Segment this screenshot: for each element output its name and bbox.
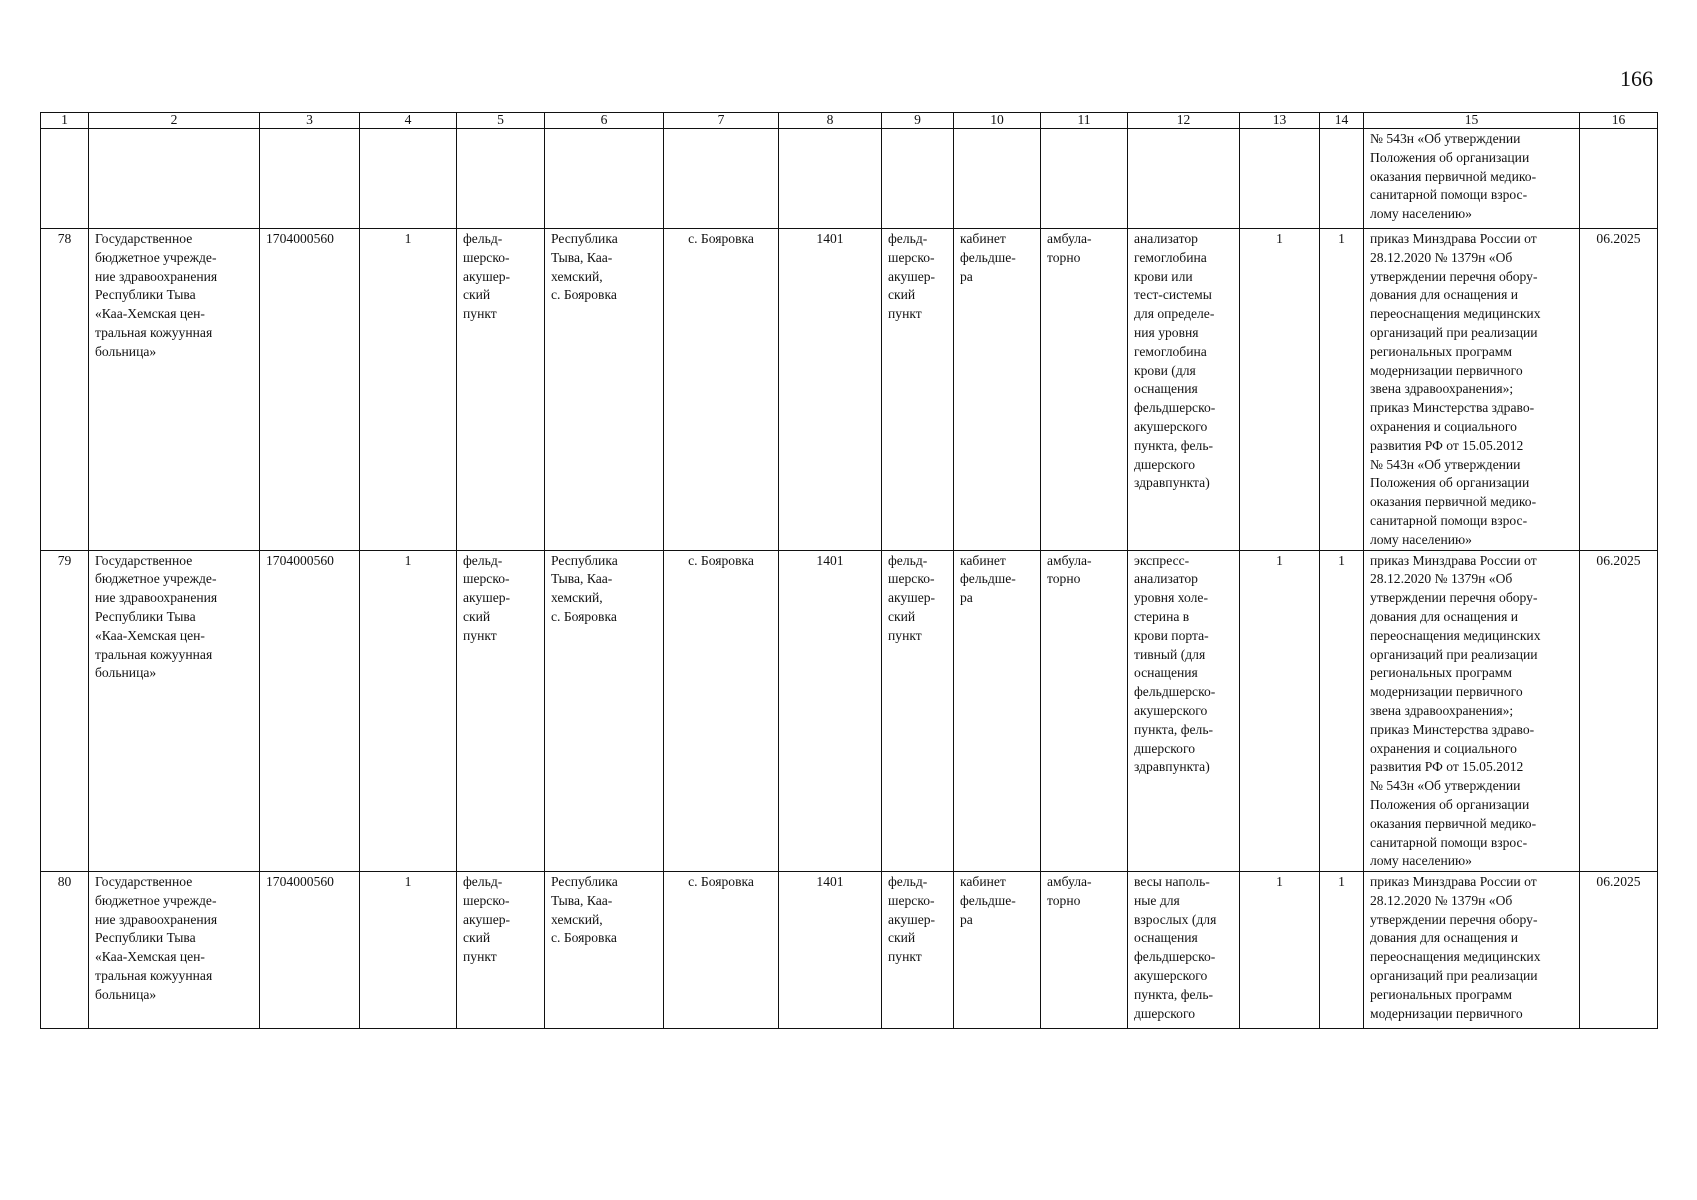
facility-type: фельд- шерско- акушер- ский пункт (457, 872, 545, 1029)
table-row (41, 229, 1658, 551)
facility-address: Республика Тыва, Каа- хемский, с. Бояровка (545, 229, 664, 551)
cell-col4: 1 (360, 872, 457, 1029)
cell-col14: 1 (1320, 229, 1364, 551)
organization-name: Государственное бюджетное учрежде- ние здравоохранения Республики Тыва «Каа-Хемская цен- тральная кожуунная больница» (89, 872, 260, 1029)
cell-col13: 1 (1240, 550, 1320, 872)
legal-basis-continued: № 543н «Об утверждении Положения об организации оказания первичной медико- санитарной помощи взрос- лому населению» (1364, 129, 1580, 229)
row-number: 78 (41, 229, 89, 551)
facility-type: фельд- шерско- акушер- ский пункт (457, 229, 545, 551)
column-number: 9 (882, 113, 954, 129)
equipment-register-table (40, 112, 1658, 1029)
facility-address: Республика Тыва, Каа- хемский, с. Бояровка (545, 550, 664, 872)
cell-empty (260, 129, 360, 229)
column-number-row (41, 113, 1658, 129)
column-number: 8 (779, 113, 882, 129)
cell-col8: 1401 (779, 872, 882, 1029)
column-number: 12 (1128, 113, 1240, 129)
cell-empty (1320, 129, 1364, 229)
column-number: 6 (545, 113, 664, 129)
date: 06.2025 (1580, 872, 1658, 1029)
legal-basis: приказ Минздрава России от 28.12.2020 № 1379н «Об утверждении перечня обору- дования для оснащения и переоснащения медицинских организаций при реализации региональных программ модернизации первичного звена здравоохранения»; приказ Минстерства здраво- охранения и социального развития РФ от 15.05.2012 № 543н «Об утверждении Положения об организации оказания первичной медико- санитарной помощи взрос- лому населению» (1364, 229, 1580, 551)
cell-empty (664, 129, 779, 229)
cell-col14: 1 (1320, 550, 1364, 872)
organization-code: 1704000560 (260, 229, 360, 551)
column-number: 14 (1320, 113, 1364, 129)
column-number: 4 (360, 113, 457, 129)
cell-col13: 1 (1240, 229, 1320, 551)
care-mode: амбула- торно (1041, 872, 1128, 1029)
row-number: 80 (41, 872, 89, 1029)
facility-address: Республика Тыва, Каа- хемский, с. Бояровка (545, 872, 664, 1029)
column-number: 3 (260, 113, 360, 129)
cell-empty (41, 129, 89, 229)
organization-name: Государственное бюджетное учрежде- ние здравоохранения Республики Тыва «Каа-Хемская цен- тральная кожуунная больница» (89, 550, 260, 872)
room: кабинет фельдше- ра (954, 229, 1041, 551)
cell-empty (1580, 129, 1658, 229)
equipment-name: анализатор гемоглобина крови или тест-системы для определе- ния уровня гемоглобина крови (для оснащения фельдшерско- акушерского пункта, фель- дшерского здравпункта) (1128, 229, 1240, 551)
organization-code: 1704000560 (260, 872, 360, 1029)
equipment-name: экспресс- анализатор уровня холе- стерина в крови порта- тивный (для оснащения фельдшерско- акушерского пункта, фель- дшерского здравпункта) (1128, 550, 1240, 872)
care-mode: амбула- торно (1041, 550, 1128, 872)
column-number: 13 (1240, 113, 1320, 129)
unit-type: фельд- шерско- акушер- ский пункт (882, 550, 954, 872)
cell-empty (1041, 129, 1128, 229)
column-number: 2 (89, 113, 260, 129)
continuation-row (41, 129, 1658, 229)
date: 06.2025 (1580, 550, 1658, 872)
table-row (41, 872, 1658, 1029)
care-mode: амбула- торно (1041, 229, 1128, 551)
cell-col4: 1 (360, 550, 457, 872)
room: кабинет фельдше- ра (954, 872, 1041, 1029)
column-number: 10 (954, 113, 1041, 129)
cell-empty (882, 129, 954, 229)
page-number: 166 (1620, 66, 1653, 91)
legal-basis: приказ Минздрава России от 28.12.2020 № 1379н «Об утверждении перечня обору- дования для оснащения и переоснащения медицинских организаций при реализации региональных программ модернизации первичного звена здравоохранения»; приказ Минстерства здраво- охранения и социального развития РФ от 15.05.2012 № 543н «Об утверждении Положения об организации оказания первичной медико- санитарной помощи взрос- лому населению» (1364, 550, 1580, 872)
cell-col8: 1401 (779, 550, 882, 872)
row-number: 79 (41, 550, 89, 872)
cell-col8: 1401 (779, 229, 882, 551)
cell-col14: 1 (1320, 872, 1364, 1029)
room: кабинет фельдше- ра (954, 550, 1041, 872)
cell-empty (1240, 129, 1320, 229)
cell-empty (360, 129, 457, 229)
cell-empty (457, 129, 545, 229)
cell-empty (545, 129, 664, 229)
cell-empty (954, 129, 1041, 229)
legal-basis: приказ Минздрава России от 28.12.2020 № 1379н «Об утверждении перечня обору- дования для оснащения и переоснащения медицинских организаций при реализации региональных программ модернизации первичного (1364, 872, 1580, 1029)
column-number: 15 (1364, 113, 1580, 129)
unit-type: фельд- шерско- акушер- ский пункт (882, 872, 954, 1029)
organization-code: 1704000560 (260, 550, 360, 872)
table-row (41, 550, 1658, 872)
settlement: с. Бояровка (664, 550, 779, 872)
organization-name: Государственное бюджетное учрежде- ние здравоохранения Республики Тыва «Каа-Хемская цен- тральная кожуунная больница» (89, 229, 260, 551)
unit-type: фельд- шерско- акушер- ский пункт (882, 229, 954, 551)
cell-empty (1128, 129, 1240, 229)
column-number: 5 (457, 113, 545, 129)
column-number: 11 (1041, 113, 1128, 129)
cell-empty (89, 129, 260, 229)
settlement: с. Бояровка (664, 229, 779, 551)
column-number: 7 (664, 113, 779, 129)
column-number: 1 (41, 113, 89, 129)
date: 06.2025 (1580, 229, 1658, 551)
cell-col13: 1 (1240, 872, 1320, 1029)
column-number: 16 (1580, 113, 1658, 129)
cell-empty (779, 129, 882, 229)
facility-type: фельд- шерско- акушер- ский пункт (457, 550, 545, 872)
settlement: с. Бояровка (664, 872, 779, 1029)
equipment-name: весы наполь- ные для взрослых (для оснащения фельдшерско- акушерского пункта, фель- дшерского (1128, 872, 1240, 1029)
cell-col4: 1 (360, 229, 457, 551)
